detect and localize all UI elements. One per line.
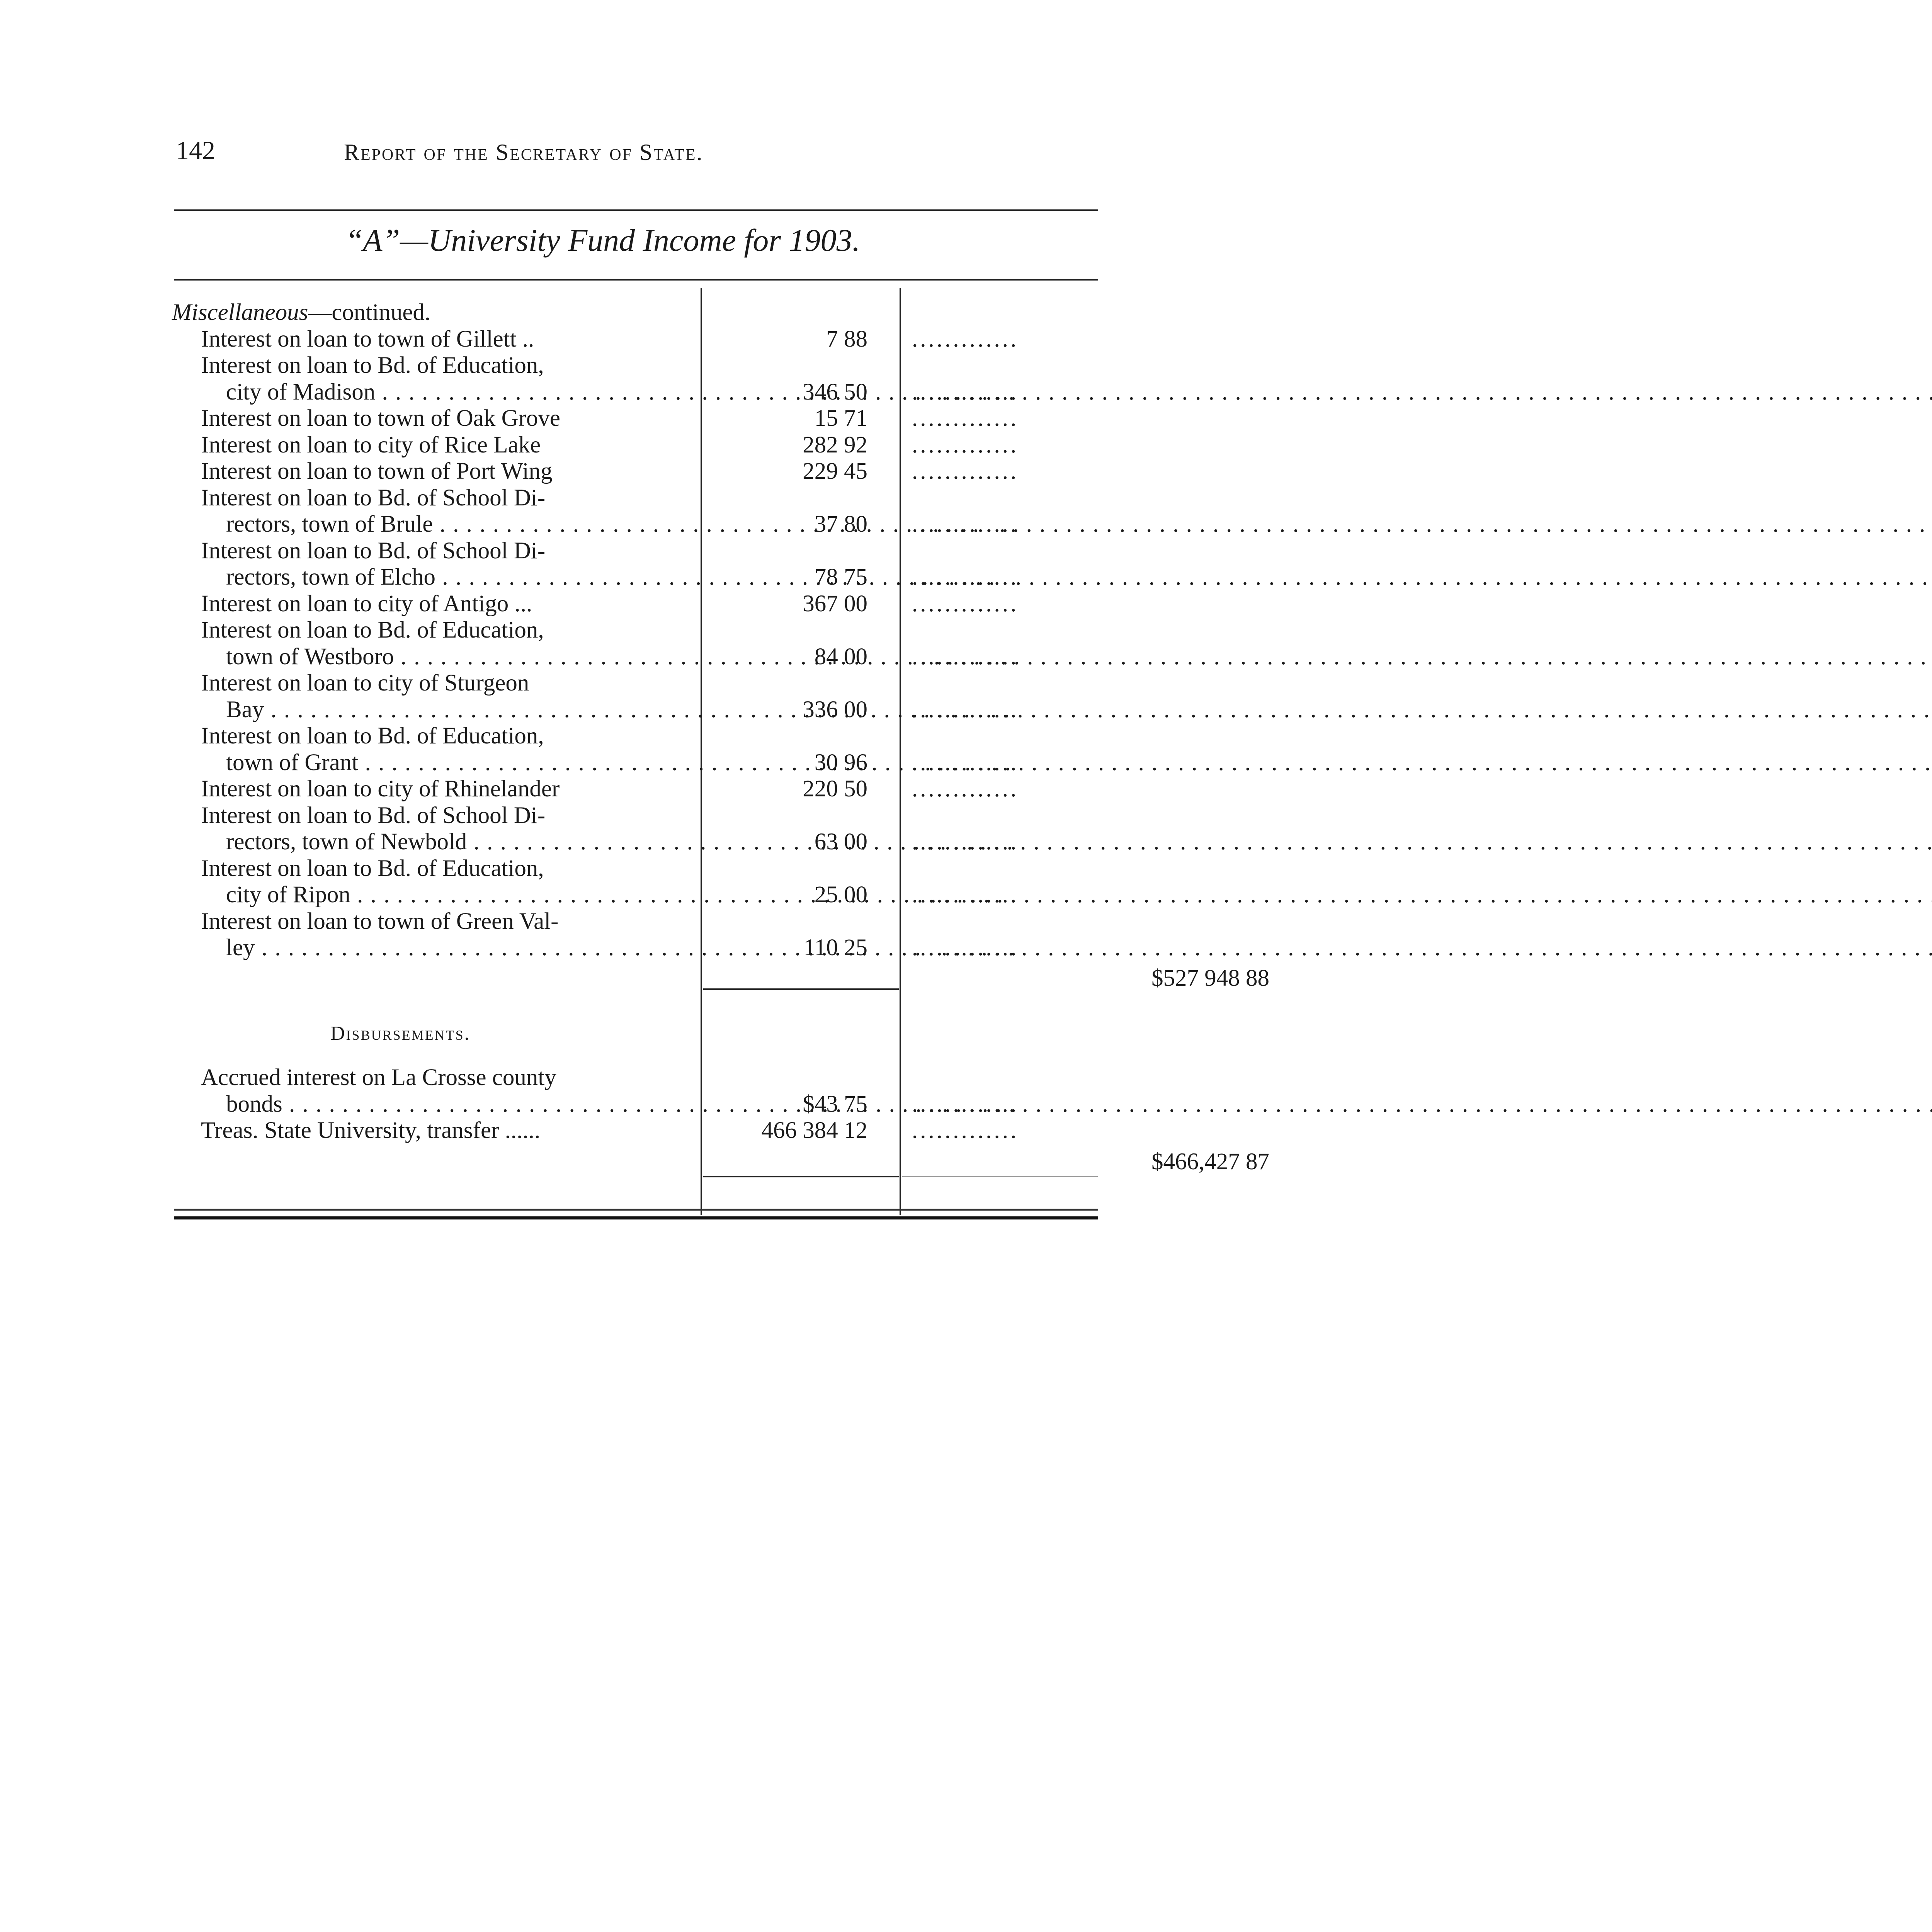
income-row — [172, 617, 1099, 643]
income-amount: 336 00 — [803, 696, 867, 723]
income-row — [172, 723, 1099, 749]
income-description: Interest on loan to town of Oak Grove — [201, 405, 561, 431]
income-amount: 367 00 — [803, 590, 867, 617]
income-sum-rule — [703, 988, 899, 990]
dot-leader: ............. — [912, 511, 1019, 537]
income-row — [172, 829, 1099, 855]
disbursement-amount: $43 75 — [803, 1091, 867, 1117]
income-description: Interest on loan to Bd. of Education, — [201, 723, 544, 749]
income-amount: 229 45 — [803, 458, 867, 484]
section-heading-italic: Miscellaneous — [172, 299, 308, 325]
income-description: city of Madison . . . — [226, 379, 699, 405]
income-amount: 15 71 — [814, 405, 867, 431]
income-amount: 63 00 — [814, 829, 867, 855]
disbursement-description: Accrued interest on La Crosse county — [201, 1065, 556, 1090]
bottom-rule-heavy — [174, 1216, 1098, 1219]
income-description: Interest on loan to town of Green Val- — [201, 908, 559, 934]
dot-leader: ............. — [912, 696, 1019, 723]
section-heading-rest: —continued. — [308, 299, 431, 325]
income-row — [172, 855, 1099, 882]
income-row — [172, 379, 1099, 405]
disbursement-description: Treas. State University, transfer ...... — [201, 1117, 541, 1143]
income-amount: 30 96 — [814, 749, 867, 776]
income-description: rectors, town of Brule . . . — [226, 511, 699, 537]
dot-leader: ............. — [912, 1091, 1019, 1117]
income-row — [172, 458, 1099, 485]
disbursement-row — [172, 1065, 1099, 1091]
income-description: Interest on loan to city of Antigo ... — [201, 590, 532, 617]
income-amount: 25 00 — [814, 882, 867, 908]
income-description: Interest on loan to city of Rice Lake — [201, 432, 541, 458]
title-rule — [174, 279, 1098, 281]
income-row — [172, 326, 1099, 352]
section-heading-text — [172, 299, 698, 326]
dot-leader: ............. — [912, 379, 1019, 405]
disbursement-row — [172, 1117, 1099, 1144]
disbursement-sum-rule-total — [902, 1176, 1098, 1177]
income-description: Interest on loan to Bd. of School Di- — [201, 485, 546, 511]
income-row — [172, 935, 1099, 961]
income-description: Interest on loan to town of Port Wing — [201, 458, 553, 484]
income-row — [172, 564, 1099, 590]
income-amount: 282 92 — [803, 432, 867, 458]
disbursement-amount: 466 384 12 — [761, 1117, 867, 1143]
income-total-row — [172, 965, 1269, 992]
income-row — [172, 352, 1099, 379]
dot-leader: ............. — [912, 643, 1019, 670]
income-amount: 84 00 — [814, 643, 867, 670]
income-row — [172, 776, 1099, 802]
dot-leader: ............. — [912, 326, 1019, 352]
income-row — [172, 538, 1099, 564]
dot-leader: ............. — [912, 590, 1019, 617]
income-amount: 110 25 — [803, 935, 867, 961]
income-row — [172, 591, 1099, 617]
income-description: town of Grant . . . — [226, 750, 699, 776]
income-description: Interest on loan to Bd. of School Di- — [201, 802, 546, 828]
disbursement-description: bonds . . . — [226, 1091, 699, 1117]
income-description: city of Ripon . . . — [226, 882, 699, 908]
income-description: Interest on loan to Bd. of Education, — [201, 617, 544, 643]
income-row — [172, 511, 1099, 537]
income-row — [172, 485, 1099, 511]
dot-leader: ............. — [912, 458, 1019, 484]
disbursement-row — [172, 1091, 1099, 1117]
disbursement-sum-rule-amount — [703, 1176, 899, 1177]
income-row — [172, 697, 1099, 723]
dot-leader: ............. — [912, 882, 1019, 908]
income-description: Interest on loan to Bd. of School Di- — [201, 537, 546, 564]
running-head: Report of the Secretary of State. — [344, 139, 704, 165]
income-row — [172, 644, 1099, 670]
dot-leader: ............. — [912, 935, 1019, 961]
dot-leader: ............. — [912, 564, 1019, 590]
income-amount: 220 50 — [803, 776, 867, 802]
income-amount: 37 80 — [814, 511, 867, 537]
dot-leader: ............. — [912, 776, 1019, 802]
disbursement-total-row — [172, 1148, 1269, 1175]
income-description: rectors, town of Elcho . . . — [226, 564, 699, 590]
income-row — [172, 432, 1099, 458]
dot-leader: ............. — [912, 432, 1019, 458]
income-description: Interest on loan to Bd. of Education, — [201, 855, 544, 881]
income-description: Bay . . . — [226, 697, 699, 723]
income-description: ley . . . — [226, 935, 699, 961]
income-amount: 346 50 — [803, 379, 867, 405]
dot-leader: ............. — [912, 1117, 1019, 1143]
income-total: $527 948 88 — [1151, 965, 1269, 991]
income-description: Interest on loan to town of Gillett .. — [201, 326, 534, 352]
income-row — [172, 405, 1099, 432]
income-row — [172, 670, 1099, 696]
top-rule — [174, 209, 1098, 211]
income-description: Interest on loan to city of Sturgeon — [201, 670, 529, 696]
bottom-rule — [174, 1209, 1098, 1211]
income-description: Interest on loan to Bd. of Education, — [201, 352, 544, 378]
dot-leader: ............. — [912, 405, 1019, 431]
income-row — [172, 750, 1099, 776]
dot-leader: ............. — [912, 829, 1019, 855]
income-amount: 7 88 — [826, 326, 867, 352]
section-heading — [172, 299, 1099, 326]
income-description: town of Westboro . . . — [226, 644, 699, 670]
income-description: rectors, town of Newbold . . . — [226, 829, 699, 855]
page-number: 142 — [176, 136, 215, 165]
dot-leader: ............. — [912, 749, 1019, 776]
income-amount: 78 75 — [814, 564, 867, 590]
income-row — [172, 908, 1099, 935]
income-row — [172, 803, 1099, 829]
disbursement-total: $466,427 87 — [1151, 1148, 1269, 1175]
table-title: “A”—University Fund Income for 1903. — [345, 223, 861, 258]
disbursements-heading: Disbursements. — [330, 1022, 471, 1044]
income-row — [172, 882, 1099, 908]
income-description: Interest on loan to city of Rhinelander — [201, 776, 560, 802]
